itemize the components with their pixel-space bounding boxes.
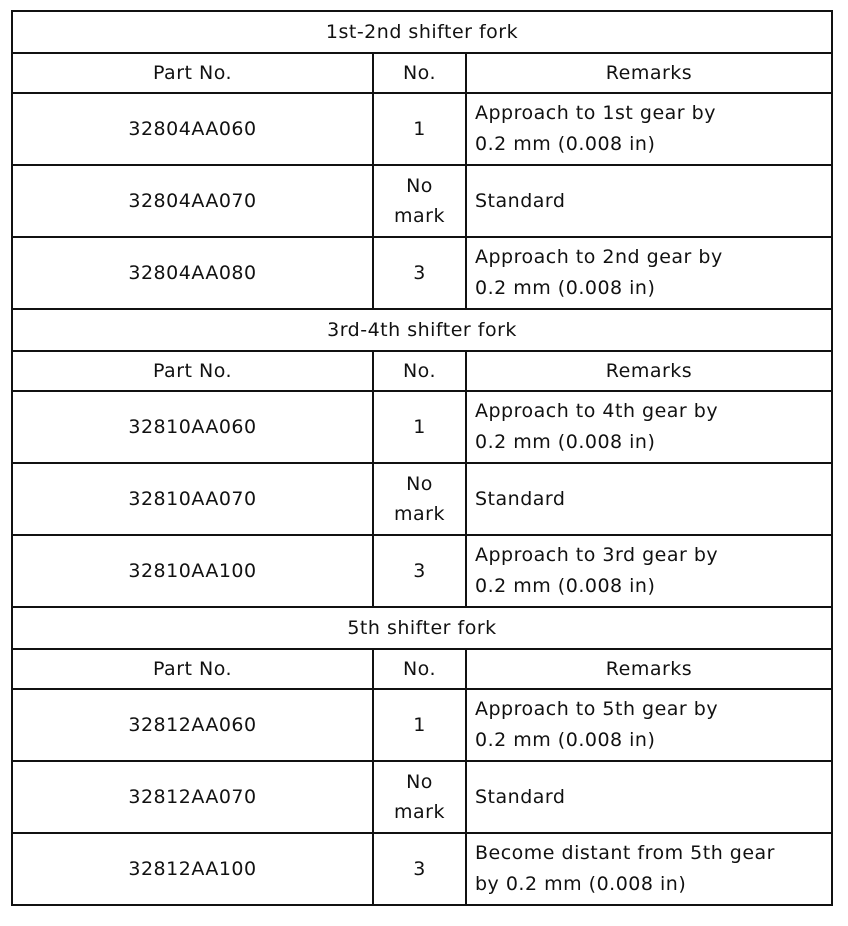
table-row: [12, 165, 832, 237]
remarks-cell: Approach to 2nd gear by 0.2 mm (0.008 in): [466, 237, 832, 309]
part-number-cell: 32804AA080: [12, 237, 373, 309]
table-row: [12, 833, 832, 905]
column-header-row: [12, 649, 832, 689]
part-number-cell: 32804AA070: [12, 165, 373, 237]
no-header: No.: [373, 53, 466, 93]
table-row: [12, 689, 832, 761]
remarks-cell: Standard: [466, 463, 832, 535]
section-title: 3rd-4th shifter fork: [12, 309, 832, 351]
part-no-header: Part No.: [12, 649, 373, 689]
mark-number-cell: 3: [373, 535, 466, 607]
mark-number-cell: 1: [373, 391, 466, 463]
mark-number-cell: 3: [373, 237, 466, 309]
mark-number-cell: 1: [373, 93, 466, 165]
part-number-cell: 32804AA060: [12, 93, 373, 165]
section-title-row: [12, 11, 832, 53]
part-number-cell: 32810AA100: [12, 535, 373, 607]
part-number-cell: 32812AA070: [12, 761, 373, 833]
remarks-header: Remarks: [466, 649, 832, 689]
table-row: [12, 391, 832, 463]
shifter-fork-table: [11, 10, 833, 906]
table-row: [12, 463, 832, 535]
remarks-cell: Approach to 4th gear by 0.2 mm (0.008 in): [466, 391, 832, 463]
mark-number-cell: No mark: [373, 761, 466, 833]
table-row: [12, 761, 832, 833]
table-row: [12, 93, 832, 165]
remarks-cell: Become distant from 5th gear by 0.2 mm (0.008 in): [466, 833, 832, 905]
remarks-cell: Approach to 1st gear by 0.2 mm (0.008 in): [466, 93, 832, 165]
part-number-cell: 32810AA070: [12, 463, 373, 535]
remarks-cell: Approach to 3rd gear by 0.2 mm (0.008 in): [466, 535, 832, 607]
mark-number-cell: 3: [373, 833, 466, 905]
mark-number-cell: No mark: [373, 165, 466, 237]
column-header-row: [12, 351, 832, 391]
mark-number-cell: No mark: [373, 463, 466, 535]
section-title: 1st-2nd shifter fork: [12, 11, 832, 53]
mark-number-cell: 1: [373, 689, 466, 761]
section-title: 5th shifter fork: [12, 607, 832, 649]
part-number-cell: 32812AA100: [12, 833, 373, 905]
shifter-fork-table-container: [11, 10, 831, 906]
remarks-header: Remarks: [466, 53, 832, 93]
remarks-cell: Standard: [466, 761, 832, 833]
table-row: [12, 535, 832, 607]
remarks-cell: Approach to 5th gear by 0.2 mm (0.008 in): [466, 689, 832, 761]
part-no-header: Part No.: [12, 53, 373, 93]
table-row: [12, 237, 832, 309]
part-no-header: Part No.: [12, 351, 373, 391]
no-header: No.: [373, 351, 466, 391]
section-title-row: [12, 607, 832, 649]
no-header: No.: [373, 649, 466, 689]
remarks-header: Remarks: [466, 351, 832, 391]
column-header-row: [12, 53, 832, 93]
part-number-cell: 32810AA060: [12, 391, 373, 463]
remarks-cell: Standard: [466, 165, 832, 237]
part-number-cell: 32812AA060: [12, 689, 373, 761]
section-title-row: [12, 309, 832, 351]
